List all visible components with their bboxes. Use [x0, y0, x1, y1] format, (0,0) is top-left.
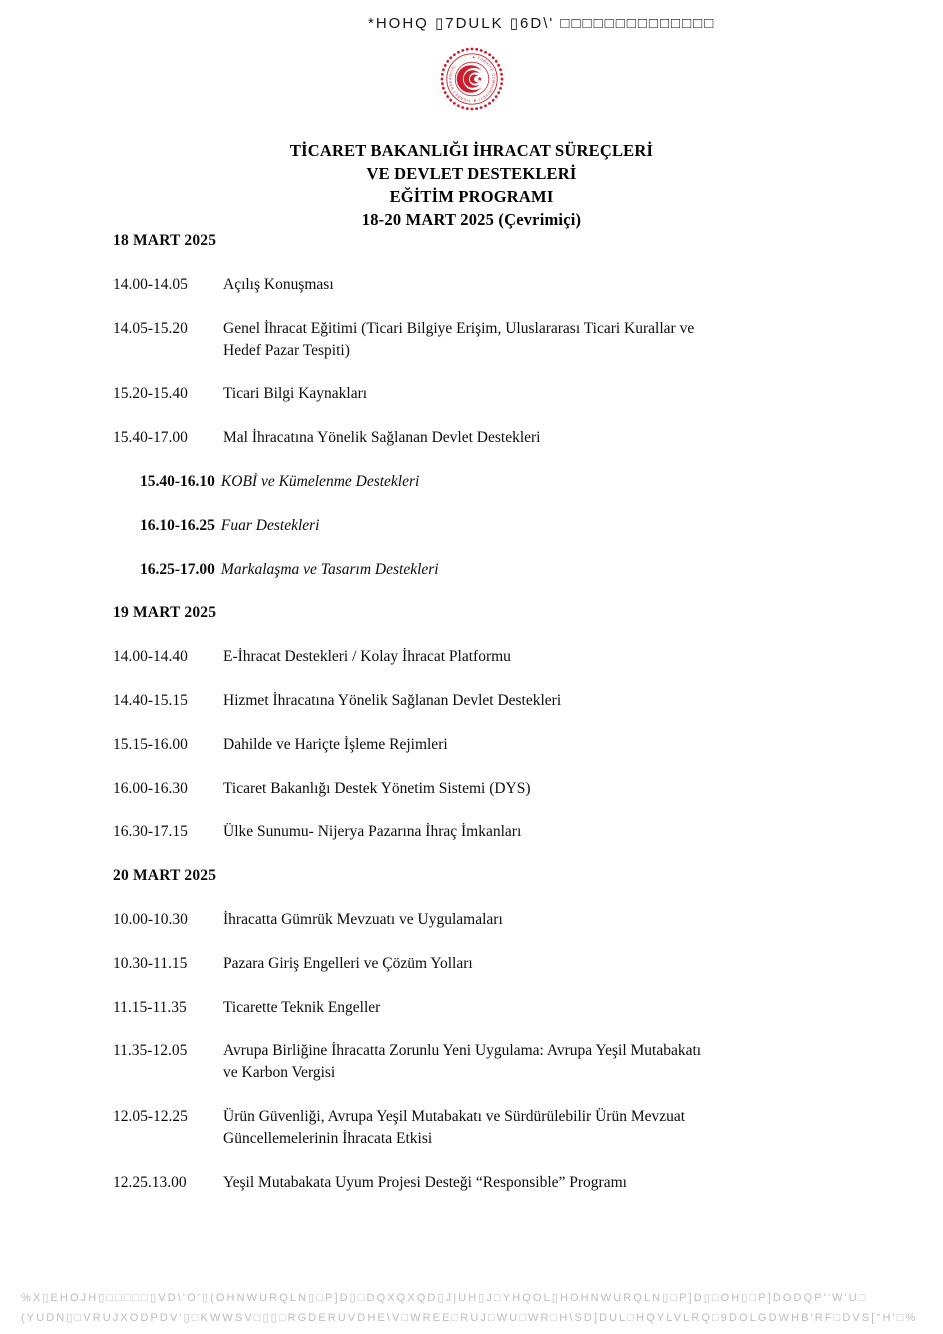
schedule-sub-item [140, 559, 835, 581]
schedule-day-header: 19 MART 2025 [113, 604, 217, 622]
schedule-item [113, 1172, 835, 1194]
schedule-item-time: 10.30-11.15 [113, 954, 188, 972]
schedule-item-description: Açılış Konuşması [223, 275, 334, 293]
schedule-item-time: 15.15-16.00 [113, 735, 188, 753]
schedule-item-description: Avrupa Birliğine İhracatta Zorunlu Yeni Uygulama: Avrupa Yeşil Mutabakatı ve Karbon Vergisi [223, 1042, 702, 1082]
schedule-sub-item [140, 515, 835, 537]
schedule-item [113, 997, 835, 1019]
schedule-sub-item [140, 471, 835, 493]
schedule-item-description: Pazara Giriş Engelleri ve Çözüm Yolları [223, 954, 473, 972]
schedule-item [113, 274, 835, 296]
schedule-item [113, 1040, 835, 1084]
schedule-day-header: 18 MART 2025 [113, 232, 217, 249]
schedule-item [113, 821, 835, 843]
schedule-item [113, 734, 835, 756]
schedule-item-time: 16.00-16.30 [113, 779, 188, 797]
schedule-item-time: 14.40-15.15 [113, 691, 188, 709]
schedule-item-description: Ticari Bilgi Kaynakları [223, 385, 368, 403]
schedule-item-time: 15.40-17.00 [113, 429, 188, 447]
schedule-item [113, 318, 835, 362]
schedule-item-time: 12.25.13.00 [113, 1173, 187, 1191]
schedule-item-description: Ülke Sunumu- Nijerya Pazarına İhraç İmkanları [223, 823, 522, 841]
schedule-item [113, 383, 835, 405]
schedule-item-time: 15.40-16.10 [140, 472, 215, 490]
garbled-header-text: *HOHQ ▯7DULK ▯6D\' □□□□□□□□□□□□□□ [368, 15, 716, 32]
schedule-item-description: Ticarette Teknik Engeller [223, 998, 381, 1016]
schedule-item-description: Ticaret Bakanlığı Destek Yönetim Sistemi (DYS) [223, 779, 531, 797]
schedule-item-time: 15.20-15.40 [113, 385, 188, 403]
emblem-ring-text: ★ TÜRKİYE CUMHURİYETİ ★ TİCARET BAKANLIĞI [448, 55, 496, 103]
schedule-item-description: Genel İhracat Eğitimi (Ticari Bilgiye Erişim, Uluslararası Ticari Kurallar ve Hedef Pazar Tespiti) [223, 319, 695, 359]
title-line-1: TİCARET BAKANLIĞI İHRACAT SÜREÇLERİ [289, 141, 654, 160]
schedule-item-description: KOBİ ve Kümelenme Destekleri [220, 472, 420, 490]
schedule-item-description: E-İhracat Destekleri / Kolay İhracat Platformu [223, 648, 511, 666]
ministry-of-trade-logo [438, 45, 506, 113]
schedule-item-description: Hizmet İhracatına Yönelik Sağlanan Devlet Destekleri [223, 691, 562, 709]
schedule-item [113, 646, 835, 668]
schedule-item-description: Mal İhracatına Yönelik Sağlanan Devlet Destekleri [223, 429, 541, 447]
schedule-item-time: 16.10-16.25 [140, 516, 215, 534]
schedule-day-header: 20 MART 2025 [113, 867, 217, 885]
schedule-item-description: Yeşil Mutabakata Uyum Projesi Desteği “Responsible” Programı [223, 1173, 627, 1191]
schedule-item-description: Dahilde ve Hariçte İşleme Rejimleri [223, 735, 448, 753]
schedule-item [113, 778, 835, 800]
schedule-item [113, 427, 835, 449]
schedule-item [113, 1106, 835, 1150]
schedule-item-time: 16.25-17.00 [140, 560, 215, 578]
schedule-item-time: 16.30-17.15 [113, 823, 188, 841]
schedule-item-description: Fuar Destekleri [220, 516, 320, 534]
title-line-4: 18-20 MART 2025 (Çevrimiçi) [361, 210, 582, 229]
schedule-item-time: 11.15-11.35 [113, 998, 187, 1016]
schedule-item-time: 14.05-15.20 [113, 319, 188, 337]
schedule-item-description: Ürün Güvenliği, Avrupa Yeşil Mutabakatı ve Sürdürülebilir Ürün Mevzuat Güncellemelerinin İhracata Etkisi [223, 1108, 686, 1148]
schedule-item-time: 12.05-12.25 [113, 1108, 188, 1126]
title-line-2: VE DEVLET DESTEKLERİ [366, 164, 577, 183]
garbled-footer [21, 1288, 936, 1328]
crescent-star-icon [457, 65, 485, 93]
document-title [0, 139, 943, 231]
schedule-item [113, 690, 835, 712]
footer-line-2: (YUDN▯□VRUJXODPDV'▯□KWWSV□▯▯□RGDERUVDHE\V□WREE□RUJ□WU□WR□H\SD]DUL□HQYLVLRQ□9DOLGDWHB'RF□DVS["H'□% [21, 1312, 918, 1324]
schedule-item [113, 909, 835, 931]
title-line-3: EĞİTİM PROGRAMI [389, 187, 554, 206]
schedule-item-time: 10.00-10.30 [113, 910, 188, 928]
schedule [113, 230, 835, 1216]
schedule-item [113, 953, 835, 975]
schedule-item-time: 11.35-12.05 [113, 1042, 188, 1060]
schedule-item-description: İhracatta Gümrük Mevzuatı ve Uygulamaları [223, 910, 503, 928]
footer-line-1: %X▯EHOJH▯□□□□□▯VD\'O'▯(OHNWURQLN▯□P]D▯□DQXQXQD▯J|UH▯J□YHQOL▯HOHNWURQLN▯□P]D▯□OH▯□P]DODQP''W'U□ [21, 1292, 868, 1304]
schedule-item-description: Markalaşma ve Tasarım Destekleri [220, 560, 439, 578]
schedule-item-time: 14.00-14.05 [113, 275, 188, 293]
schedule-item-time: 14.00-14.40 [113, 648, 188, 666]
